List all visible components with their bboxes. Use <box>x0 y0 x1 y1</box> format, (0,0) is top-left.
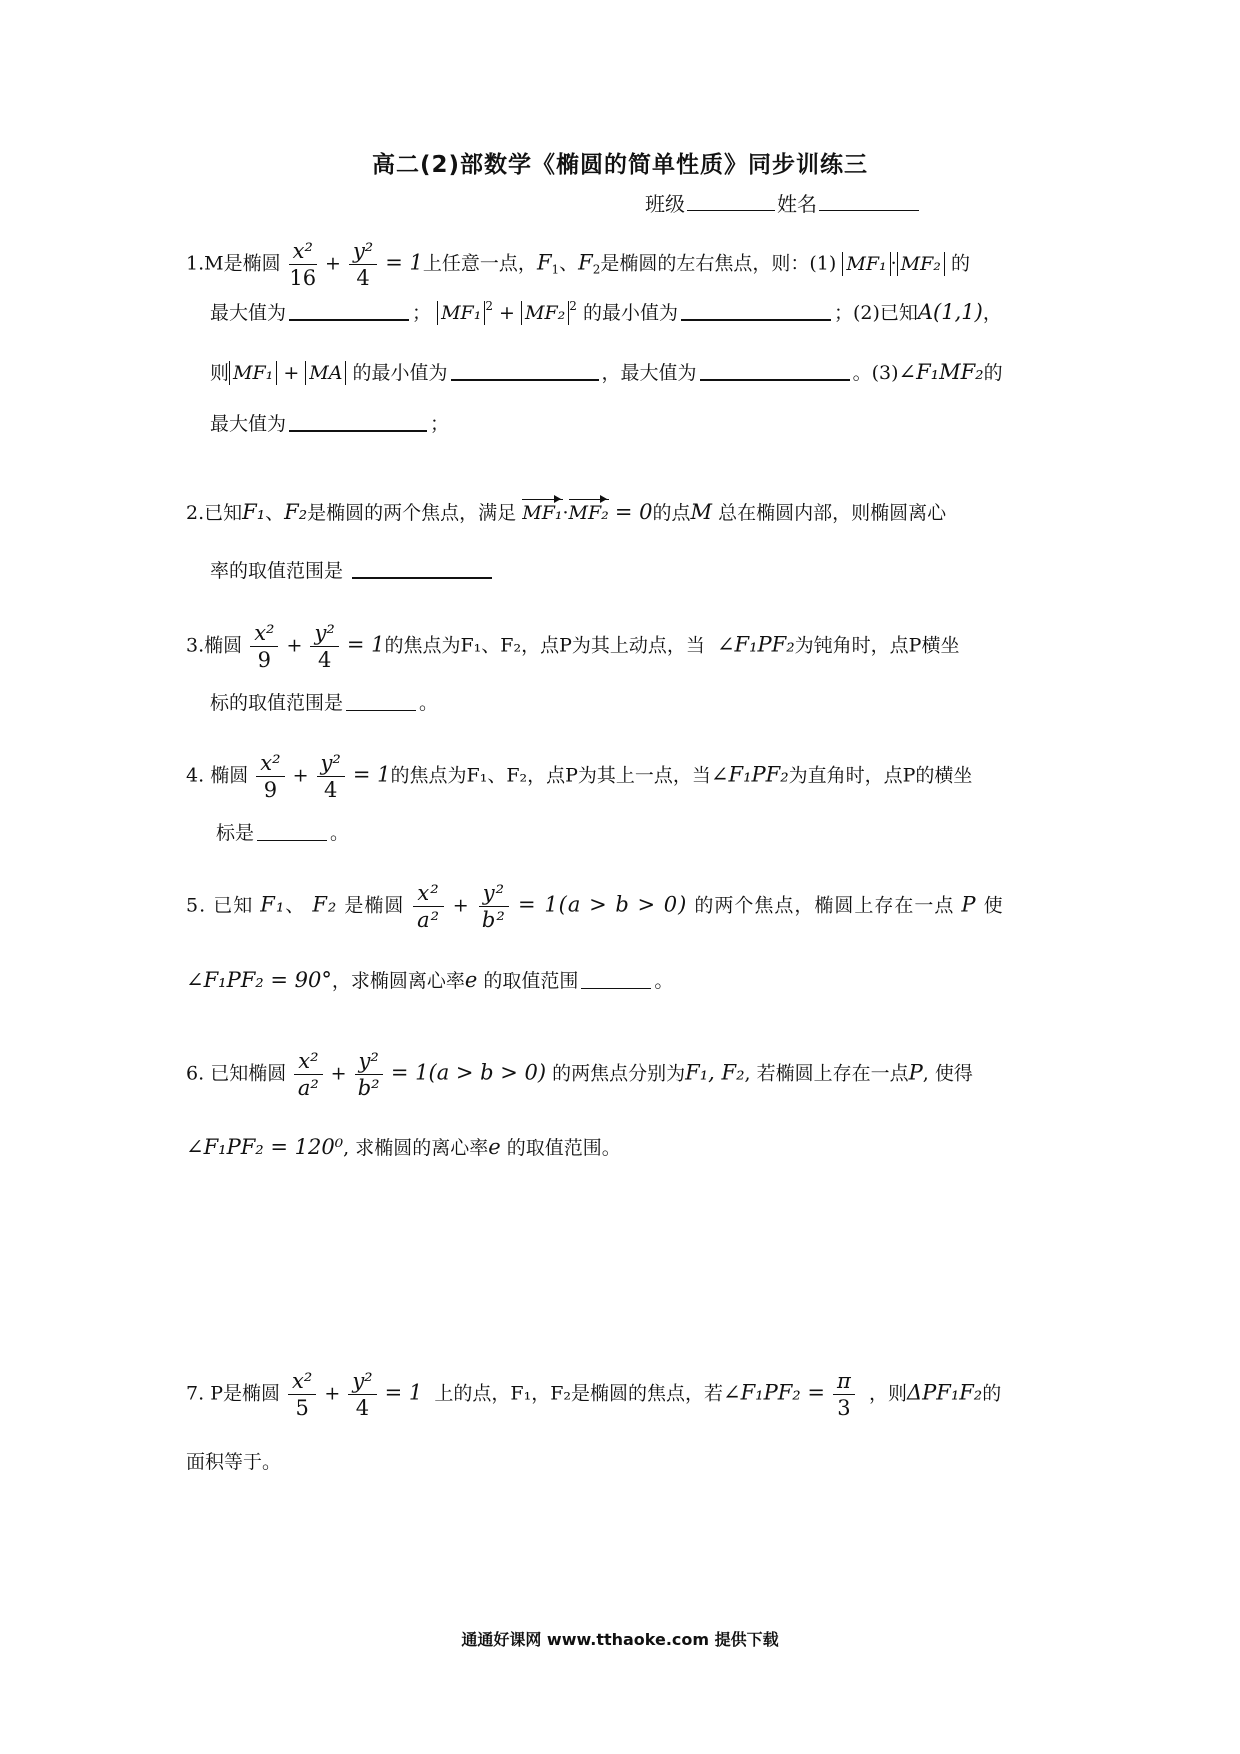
answer-blank[interactable] <box>352 559 492 579</box>
fraction: $\frac{\text{y²}}{\text{b²}}$ <box>479 880 509 933</box>
q4-line-1: 4. 椭圆 $\frac{\text{x²}}{9}$ + $\frac{\text{y²}}{4}$ = 1的焦点为F₁、F₂，点P为其上一点，当∠F₁PF₂为直角时，点P的横坐 <box>186 751 973 802</box>
q6-line-1: 6. 已知椭圆 $\frac{\text{x²}}{\text{a²}}$ + $\frac{\text{y²}}{\text{b²}}$ = 1(a > b > 0) 的两焦点分别为F₁, F₂, 若椭圆上存在一点P, 使得 <box>186 1049 973 1100</box>
class-blank <box>687 192 775 211</box>
q7-line-2: 面积等于。 <box>186 1451 282 1473</box>
fraction: $\frac{\text{x²}}{\text{a²}}$ <box>413 880 443 933</box>
q1-text: 上任意一点， <box>422 252 537 275</box>
answer-blank[interactable] <box>700 361 850 381</box>
answer-blank[interactable] <box>257 822 327 841</box>
question-number: 6. <box>186 1062 205 1085</box>
equation-rhs: = 1 <box>385 250 423 275</box>
q3-line-2: 标的取值范围是 。 <box>210 692 439 714</box>
q3-line-1: 3.椭圆 $\frac{\text{x²}}{9}$ + $\frac{\text{y²}}{4}$ = 1的焦点为F₁、F₂，点P为其上动点，当 ∠F₁PF₂为钝角时，点P横坐 <box>186 621 960 672</box>
name-label: 姓名 <box>777 192 817 216</box>
q7-line-1: 7. P是椭圆 $\frac{\text{x²}}{5}$ + $\frac{\text{y²}}{4}$ = 1 上的点，F₁，F₂是椭圆的焦点，若∠F₁PF₂ = $\frac{\pi}{3}$ ，则ΔPF₁F₂的 <box>186 1369 1002 1420</box>
q5-line-2: ∠F₁PF₂ = 90°，求椭圆离心率e 的取值范围 。 <box>186 968 674 992</box>
q1-line-1: 1.M是椭圆 $\frac{\text{x²}}{16}$ + $\frac{\text{y²}}{4}$ = 1上任意一点，$F_1$、$F_2$是椭圆的左右焦点，则：(1) MF₁ · MF₂ 的 <box>186 239 970 290</box>
q2-line-2: 率的取值范围是 <box>210 556 495 583</box>
fraction: $\frac{\text{x²}}{9}$ <box>250 620 278 673</box>
abs-value: MF₂ <box>897 252 945 276</box>
abs-value: MF₂ <box>521 301 569 325</box>
q1-text: M是椭圆 <box>204 252 281 275</box>
abs-value: MA <box>305 361 346 385</box>
answer-blank[interactable] <box>451 361 599 381</box>
fraction: $\frac{\text{x²}}{5}$ <box>288 1368 316 1421</box>
abs-value: MF₁ <box>437 301 485 325</box>
q6-line-2: ∠F₁PF₂ = 120⁰, 求椭圆的离心率e 的取值范围。 <box>186 1135 621 1159</box>
plus-sign: + <box>324 252 341 275</box>
fraction: $\frac{\text{y²}}{4}$ <box>317 750 345 803</box>
q2-line-1: 2.已知F₁、F₂是椭圆的两个焦点，满足 MF₁·MF₂ = 0的点M 总在椭圆内部，则椭圆离心 <box>186 500 947 524</box>
question-number: 3. <box>186 634 205 657</box>
class-label: 班级 <box>645 192 685 216</box>
q5-line-1: 5. 已知 F₁、 F₂ 是椭圆 $\frac{\text{x²}}{\text{a²}}$ + $\frac{\text{y²}}{\text{b²}}$ = 1(a > b > 0) 的两个焦点，椭圆上存在一点 P 使 <box>186 881 1004 932</box>
name-blank <box>819 192 919 211</box>
answer-blank[interactable] <box>346 692 416 711</box>
question-number: 4. <box>186 764 205 787</box>
fraction: $\frac{\text{y²}}{\text{b²}}$ <box>355 1048 383 1101</box>
fraction: $\frac{\text{y²}}{4}$ <box>348 1368 376 1421</box>
fraction: $\frac{\text{x²}}{\text{a²}}$ <box>294 1048 322 1101</box>
answer-blank[interactable] <box>289 412 427 432</box>
question-number: 2. <box>186 502 205 524</box>
abs-value: MF₁ <box>842 252 890 276</box>
question-number: 1. <box>186 252 205 275</box>
q1-line-2: 最大值为 ； MF₁ $^2$ + MF₂ $^2$ 的最小值为 ；(2)已知A(1,1)， <box>210 299 1002 324</box>
answer-blank[interactable] <box>681 301 831 321</box>
q1-text: 是椭圆的左右焦点，则：(1) <box>600 252 837 275</box>
vector: MF₂ <box>568 502 609 524</box>
q1-line-4: 最大值为 ； <box>210 413 450 435</box>
question-number: 5. <box>186 894 207 917</box>
question-number: 7. <box>186 1382 205 1405</box>
fraction: $\frac{\text{y²}}{4}$ <box>349 238 377 291</box>
class-name-line <box>645 188 921 217</box>
fraction: $\frac{\text{x²}}{16}$ <box>289 239 317 290</box>
abs-value: MF₁ <box>229 361 277 385</box>
fraction: $\frac{\text{x²}}{9}$ <box>256 750 284 803</box>
fraction: $\frac{\text{y²}}{4}$ <box>310 620 338 673</box>
page-title: 高二(2)部数学《椭圆的简单性质》同步训练三 <box>371 152 869 178</box>
page-footer: 通通好课网 www.tthaoke.com 提供下载 <box>461 1630 779 1649</box>
q1-text: 的 <box>950 252 970 275</box>
q4-line-2: 标是 。 <box>216 822 350 844</box>
q1-line-3: 则 MF₁ + MA 的最小值为 ，最大值为 。(3)∠F₁MF₂的 <box>210 360 1003 384</box>
fraction: $\frac{\pi}{3}$ <box>833 1368 855 1421</box>
answer-blank[interactable] <box>289 301 409 321</box>
vector: MF₁ <box>522 502 563 524</box>
answer-blank[interactable] <box>581 970 651 989</box>
